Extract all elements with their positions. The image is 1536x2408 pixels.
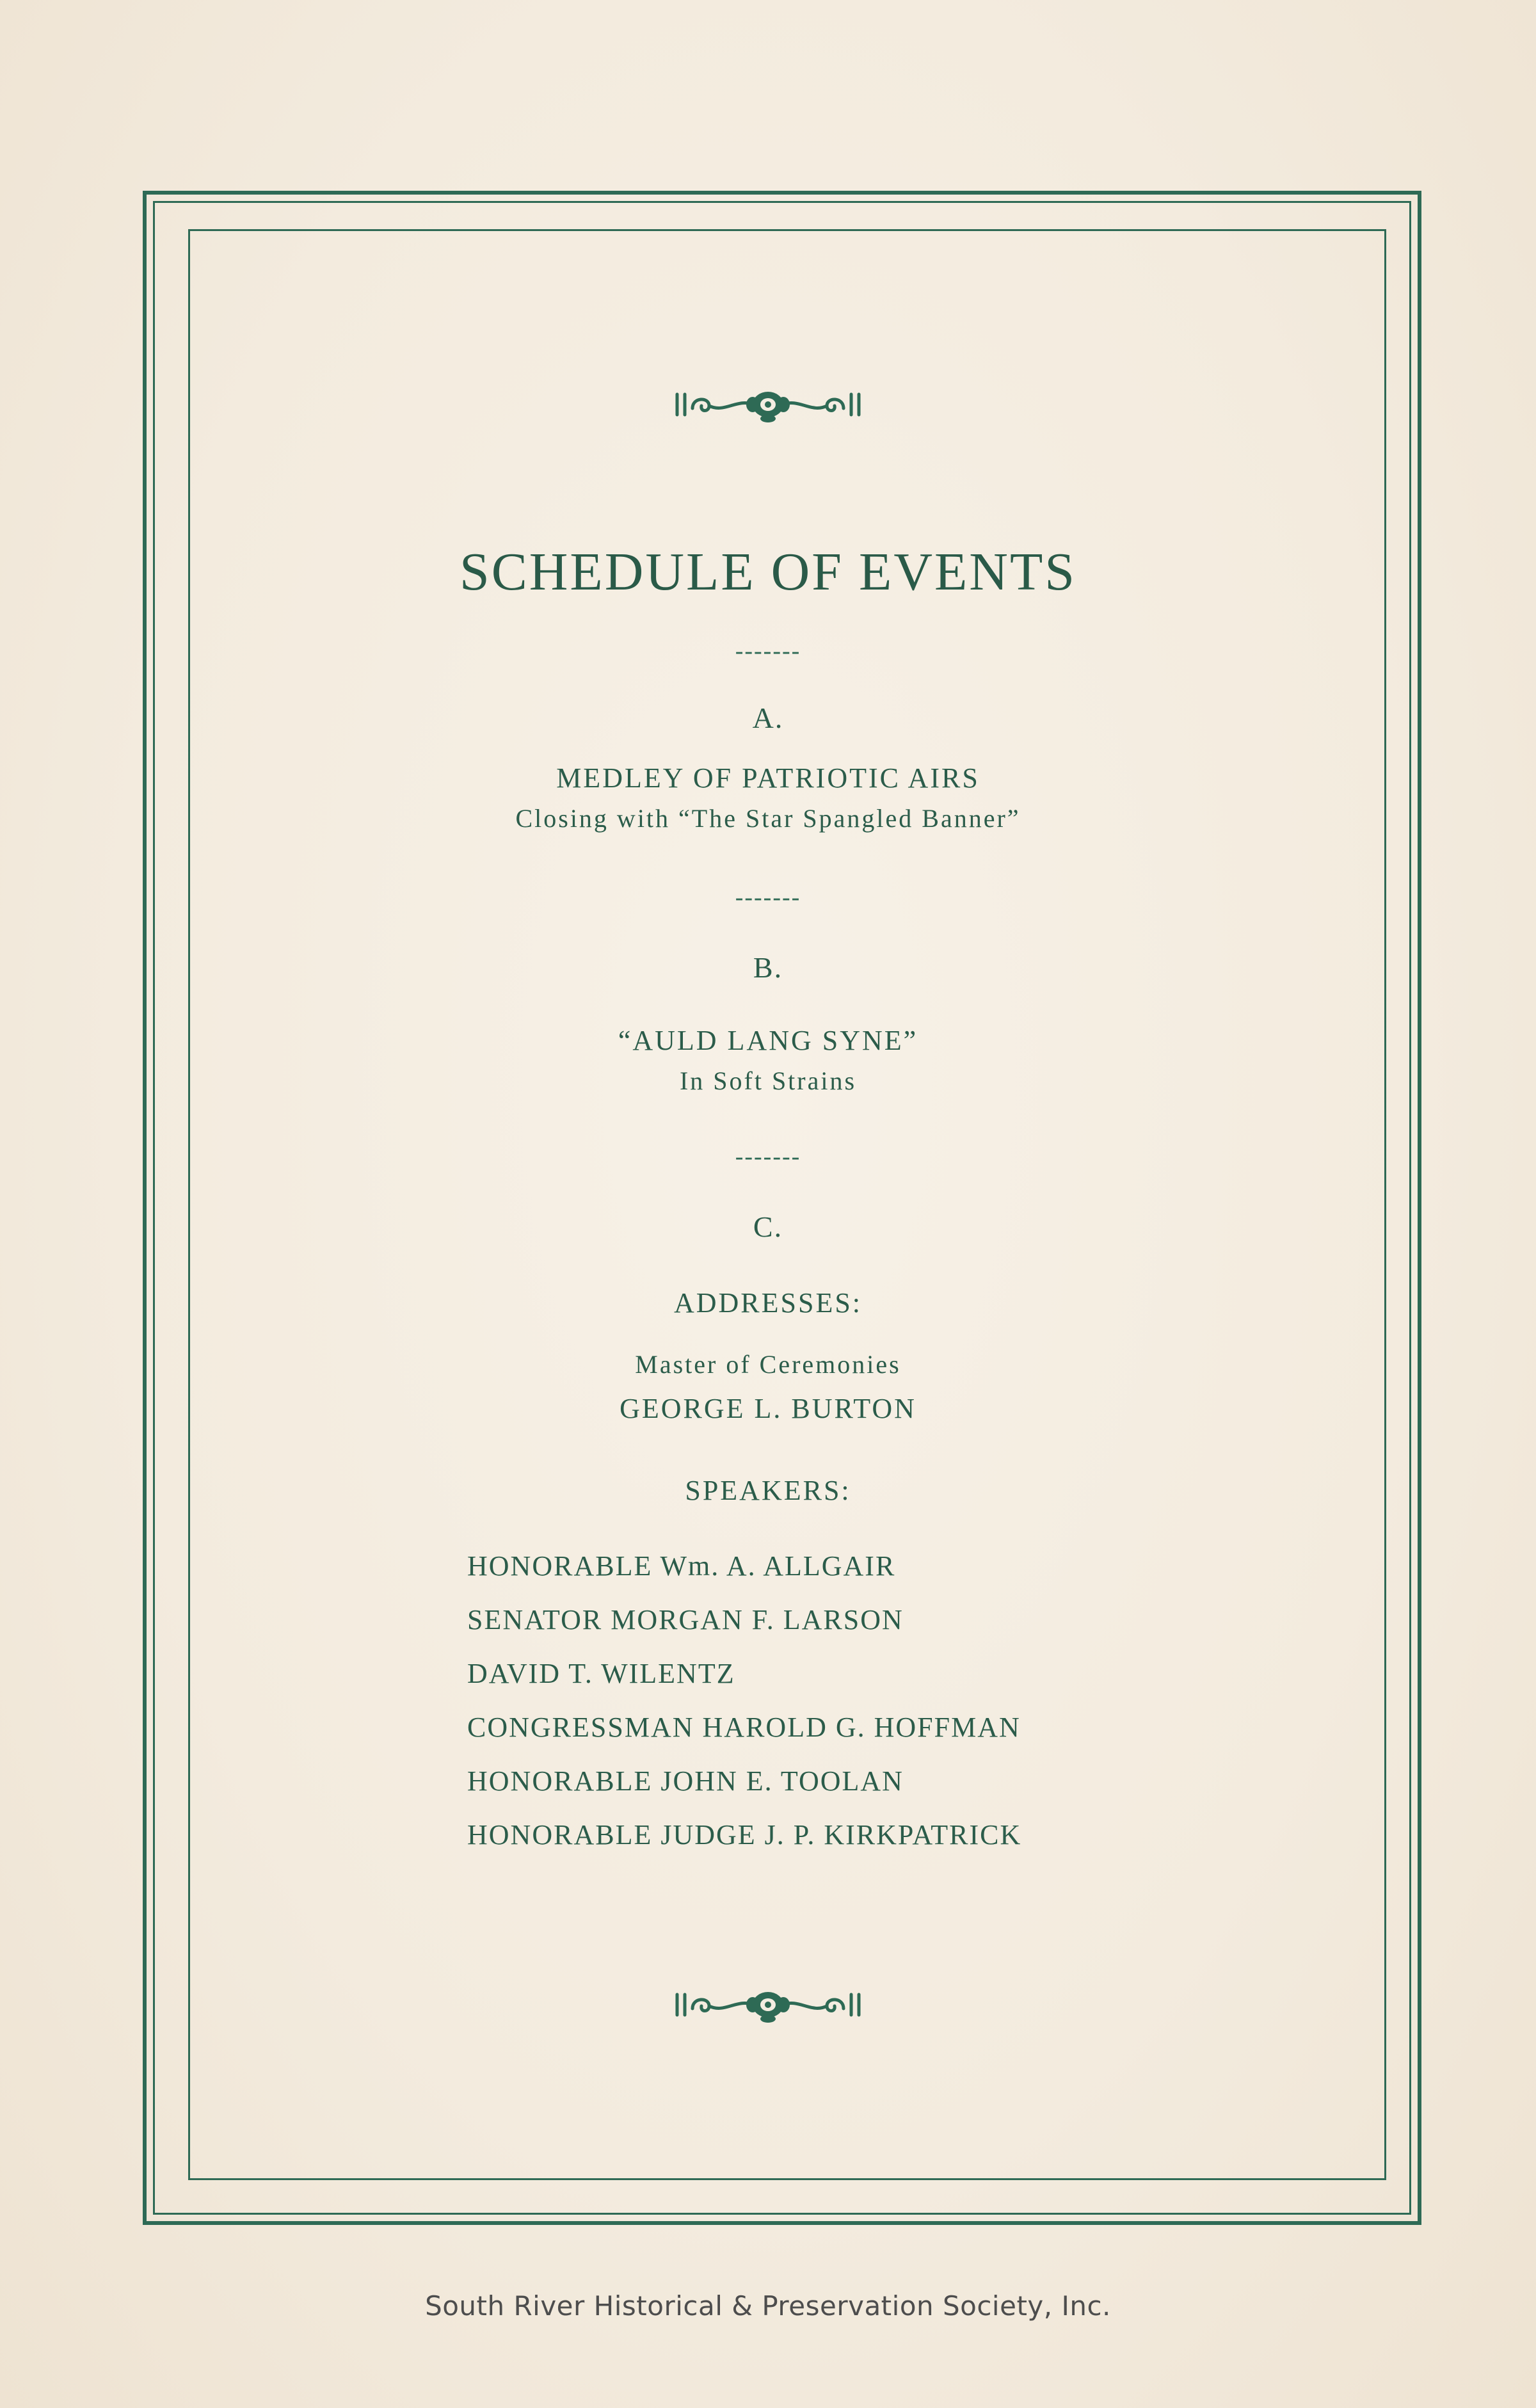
speakers-heading: SPEAKERS: (685, 1475, 851, 1506)
speaker-item: HONORABLE Wm. A. ALLGAIR (467, 1550, 896, 1582)
scroll-ornament-icon (673, 1986, 863, 2024)
master-of-ceremonies-name: GEORGE L. BURTON (620, 1393, 916, 1424)
speaker-item: DAVID T. WILENTZ (467, 1658, 735, 1689)
section-c-heading: ADDRESSES: (673, 1287, 863, 1319)
master-of-ceremonies-label: Master of Ceremonies (635, 1350, 901, 1379)
speaker-item: HONORABLE JUDGE J. P. KIRKPATRICK (467, 1819, 1022, 1850)
scroll-ornament-icon (673, 385, 863, 424)
page-title: SCHEDULE OF EVENTS (459, 542, 1076, 602)
section-b-letter: B. (753, 951, 783, 984)
separator: ------- (735, 638, 801, 664)
speaker-item: HONORABLE JOHN E. TOOLAN (467, 1765, 904, 1797)
section-c-letter: C. (753, 1210, 783, 1243)
section-b-subtitle: In Soft Strains (679, 1066, 857, 1095)
footer-credit: South River Historical & Preservation Society, Inc. (425, 2290, 1111, 2322)
speaker-item: SENATOR MORGAN F. LARSON (467, 1604, 904, 1635)
section-a-subtitle: Closing with “The Star Spangled Banner” (515, 804, 1021, 833)
inner-border-frame (188, 229, 1386, 2180)
speaker-item: CONGRESSMAN HAROLD G. HOFFMAN (467, 1712, 1021, 1743)
section-b-heading: “AULD LANG SYNE” (618, 1025, 918, 1056)
separator: ------- (735, 884, 801, 911)
section-a-letter: A. (752, 702, 784, 734)
separator: ------- (735, 1143, 801, 1170)
section-a-heading: MEDLEY OF PATRIOTIC AIRS (556, 762, 980, 794)
speakers-list (467, 1539, 1363, 1862)
